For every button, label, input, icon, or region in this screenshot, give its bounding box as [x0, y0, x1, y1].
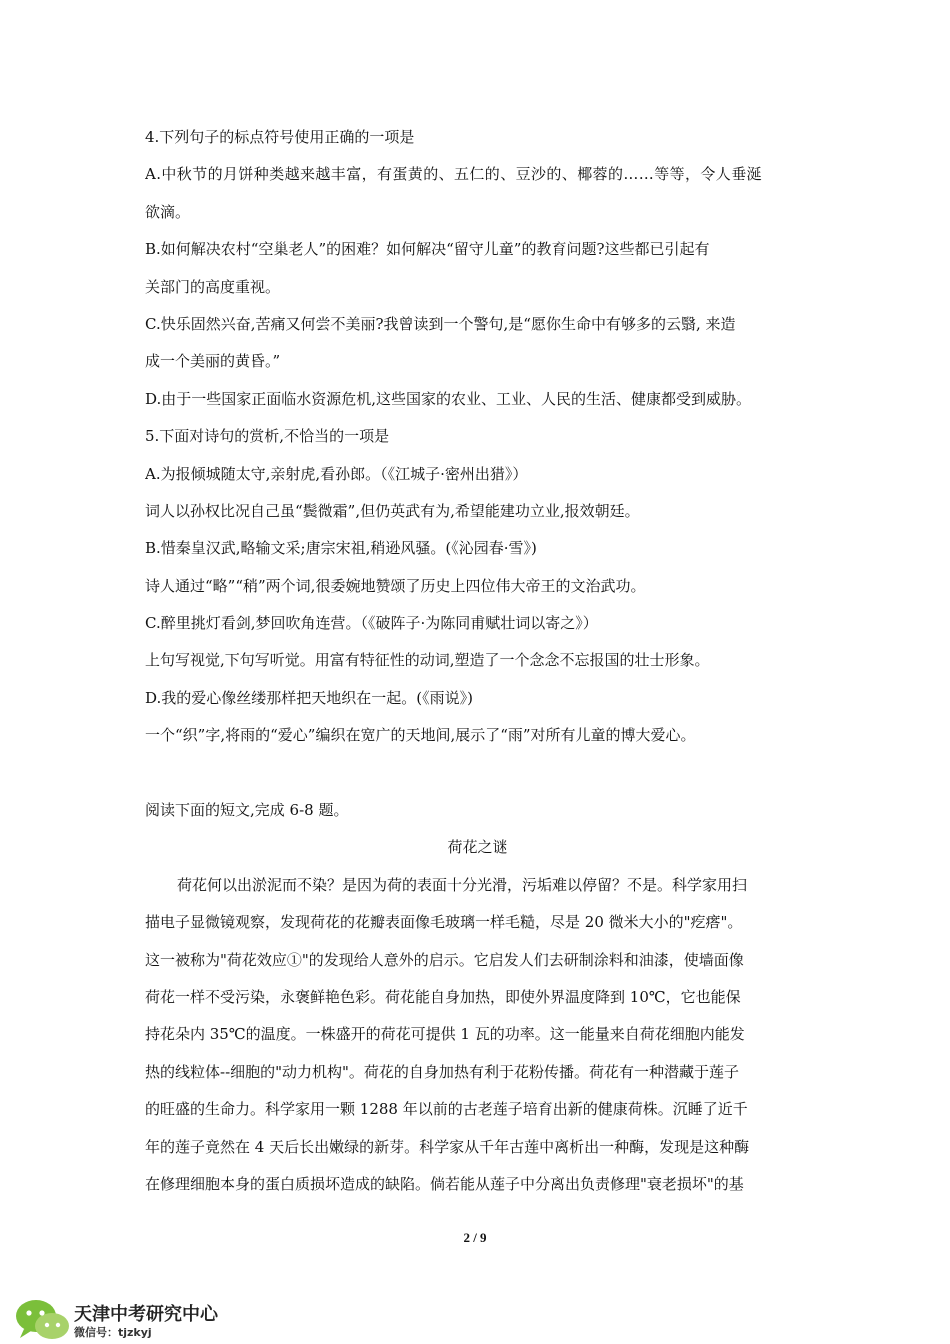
article-line: 年的莲子竟然在 4 天后长出嫩绿的新芽。科学家从千年古莲中离析出一种酶，发现是这种酶 [145, 1137, 750, 1156]
page-number: 2 / 9 [463, 1230, 487, 1245]
article-line: 在修理细胞本身的蛋白质损坏造成的缺陷。倘若能从莲子中分离出负责修理"衰老损坏"的基 [145, 1174, 744, 1193]
question-5-option-d: D.我的爱心像丝缕那样把天地织在一起。(《雨说》) [145, 688, 473, 707]
question-5-option-c-note: 上句写视觉,下句写听觉。用富有特征性的动词,塑造了一个念念不忘报国的壮士形象。 [145, 651, 710, 670]
question-4-stem: 4.下列句子的标点符号使用正确的一项是 [145, 128, 415, 146]
wechat-chat-bubbles-icon [14, 1296, 74, 1342]
question-5-option-a: A.为报倾城随太守,亲射虎,看孙郎。（《江城子·密州出猎》） [145, 464, 528, 483]
question-4-option-b: B.如何解决农村“空巢老人”的困难？如何解决“留守儿童”的教育问题?这些都已引起有 [145, 240, 710, 259]
question-4-option-d: D.由于一些国家正面临水资源危机,这些国家的农业、工业、人民的生活、健康都受到威胁。 [145, 389, 752, 408]
article-line: 荷花一样不受污染，永褒鲜艳色彩。荷花能自身加热，即使外界温度降到 10℃，它也能保 [145, 987, 741, 1006]
question-4-option-a: A.中秋节的月饼种类越来越丰富，有蛋黄的、五仁的、豆沙的、椰蓉的……等等，令人垂涎 [145, 165, 763, 184]
question-5-option-b: B.惜秦皇汉武,略输文采;唐宗宋祖,稍逊风骚。(《沁园春·雪》) [145, 539, 537, 558]
question-5-stem: 5.下面对诗句的赏析,不恰当的一项是 [145, 427, 390, 446]
wechat-id: 微信号：tjzkyj [74, 1326, 152, 1339]
question-5-option-c: C.醉里挑灯看剑,梦回吹角连营。（《破阵子·为陈同甫赋壮词以寄之》） [145, 614, 598, 633]
article-line: 热的线粒体--细胞的"动力机构"。荷花的自身加热有利于花粉传播。荷花有一种潜藏于莲子 [145, 1062, 739, 1081]
article-line: 持花朵内 35℃的温度。一株盛开的荷花可提供 1 瓦的功率。这一能量来自荷花细胞内能发 [145, 1025, 745, 1044]
question-4-option-c: C.快乐固然兴奋,苦痛又何尝不美丽?我曾读到一个警句,是“愿你生命中有够多的云翳, 来造 [145, 314, 736, 333]
article-line: 的旺盛的生命力。科学家用一颗 1288 年以前的古老莲子培育出新的健康荷株。沉睡了近千 [145, 1100, 748, 1119]
question-4-option-b-cont: 关部门的高度重视。 [145, 277, 281, 296]
question-4-option-a-cont: 欲滴。 [145, 202, 191, 221]
page-content [145, 124, 810, 1208]
reading-intro: 阅读下面的短文,完成 6-8 题。 [145, 801, 349, 820]
blank-line [145, 760, 810, 797]
question-5-option-a-note: 词人以孙权比况自己虽“鬓微霜”,但仍英武有为,希望能建功立业,报效朝廷。 [145, 501, 640, 520]
article-title: 荷花之谜 [447, 838, 508, 857]
question-5-option-b-note: 诗人通过“略”“稍”两个词,很委婉地赞颂了历史上四位伟大帝王的文治武功。 [145, 576, 646, 595]
question-4-option-c-cont: 成一个美丽的黄昏。” [145, 352, 281, 371]
publisher-name: 天津中考研究中心 [74, 1304, 218, 1325]
question-5-option-d-note: 一个“织”字,将雨的“爱心”编织在宽广的天地间,展示了“雨”对所有儿童的博大爱心。 [145, 726, 696, 745]
article-line: 这一被称为"荷花效应①"的发现给人意外的启示。它启发人们去研制涂料和油漆，使墙面像 [145, 950, 744, 969]
article-line: 荷花何以出淤泥而不染？是因为荷的表面十分光滑，污垢难以停留？不是。科学家用扫 [177, 875, 748, 894]
publisher-logo [14, 1296, 274, 1342]
article-line: 描电子显微镜观察，发现荷花的花瓣表面像毛玻璃一样毛糙，尽是 20 微米大小的"疙瘩"。 [145, 913, 743, 932]
